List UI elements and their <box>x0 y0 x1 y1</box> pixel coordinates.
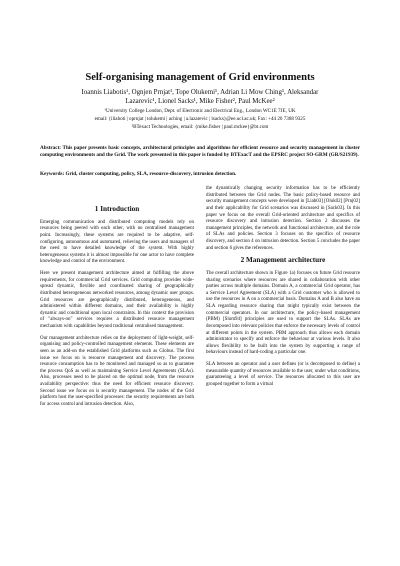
affiliation-1: ¹University College London, Dept. of Electronic and Electrical Eng., London WC1E 7JE, UK <box>104 108 296 114</box>
paper-title: Self-organising management of Grid environments <box>85 72 315 83</box>
paragraph: the dynamically changing security information has to be efficiently distributed between the Grid nodes. The basic policy-based resource and security management concepts were developed in [Liab03] [Oluk02] [Prnj02] and their applicability for Grid scenarios was discussed in [Sack03]. In this paper we focus on the overall Grid-oriented architecture and specifics of resource discovery and intrusion detection. Section 2 discusses the management principles, the network and functional architecture, and the role of SLAs and policies. Section 3 focuses on the specifics of resource discovery, and section 4 on intrusion detection. Section 5 concludes the paper and section 6 gives the references. <box>206 186 360 251</box>
section-heading-management-architecture: 2 Management architecture <box>240 256 326 265</box>
paragraph: The overall architecture shown in Figure 1a) focuses on future Grid resource sharing scenarios where resources are shared in collaboration with other parties across multiple domains. Domain A, a commercial Grid operator, has a Service Level Agreement (SLA) with a Grid customer who is allowed to use the resources in A on a commercial basis. Domains A and B also have an SLA regarding resource sharing that might typically exist between the commercial operators. In our architecture, the policy-based management (PBM) [Slom94] principles are used to support the SLAs. SLAs are decomposed into relevant policies that enforce the necessary levels of control at different points in the system. PBM approach thus allows each domain administrator to specify and enforce the behaviour at various levels. It also allows flexibility to be built into the system by supporting a range of behaviours instead of hard-coding a particular one. <box>206 270 360 356</box>
paragraph: Emerging communication and distributed computing models rely on resources being peered with each other, with no centralised management point. Increasingly, these systems are required to be adaptive, self-configuring, autonomous and automated, relieving the users and managers of the need to have detailed knowledge of the system. With highly heterogeneous systems it is almost impossible for one actor to have complete knowledge and control of the environment. <box>40 219 194 265</box>
right-column <box>206 186 360 394</box>
paragraph: Here we present management architecture aimed at fulfilling the above requirements, for commercial Grid services. Grid computing provides wide-spread dynamic, flexible and coordinated sharing of geographically distributed heterogeneous networked resources, among dynamic user groups. Grid resources are geographically distributed, heterogeneous, and administered within different domains, and their availability is highly dynamic and conditional upon local constraints. In this context the provision of "always-on" services requires a distributed resource management mechanism with capabilities beyond traditional centralised management. <box>40 271 194 329</box>
abstract: Abstract: This paper presents basic concepts, architectural principles and algorithms for efficient resource and security management in cluster computing environments and the Grid. The work presented in this paper is funded by BTExacT and the EPSRC project SO-GRM (GR/S21939). <box>40 145 360 158</box>
author-list <box>70 88 330 106</box>
affiliation-2: ²BTexact Technologies, email: {mike.fisher | paul.mckee}@bt.com <box>131 124 269 130</box>
author-line-1: Ioannis Liabotis¹, Ognjen Prnjat¹, Tope Olukemi¹, Adrian Li Mow Ching¹, Aleksandar <box>81 89 319 96</box>
paragraph: Our management architecture relies on the deployment of light-weight, self-organising and policy-controlled management elements. These elements are seen as an add-on the established Grid platforms such as Globus. The first issue we focus on is resource management and discovery. The process resource consumption has to be monitored and managed so as to guarantee the process QoS as well as maintaining Service Level Agreements (SLAs). Also, processes need to be placed on the optimal node, from the resource availability perspective: thus the need for efficient resource discovery. Second issue we focus on is security management. The nodes of the Grid platform host the user-specified processes: the security requirements are both for access control and intrusion detection. Also, <box>40 335 194 407</box>
section-heading-introduction: 1 Introduction <box>94 205 140 213</box>
paragraph: SLA between an operator and a user defines (or is decomposed to define) a measurable quantity of resources available to the user, under what conditions, guaranteeing a level of service. The resources allocated to this user are grouped together to form a virtual <box>206 362 360 387</box>
keywords: Keywords: Grid, cluster computing, policy, SLA, resource-discovery, intrusion detection. <box>40 171 237 177</box>
left-column <box>40 186 194 414</box>
affiliation-email-1: email: {iliaboti | oprnjat | tolukemi | aching | a.lazarevic | lsacks}@ee.ucl.ac.uk; Fax: +44 20 7388 9325 <box>94 116 306 122</box>
author-line-2: Lazarevic¹, Lionel Sacks¹, Mike Fisher², Paul McKee² <box>125 98 275 105</box>
